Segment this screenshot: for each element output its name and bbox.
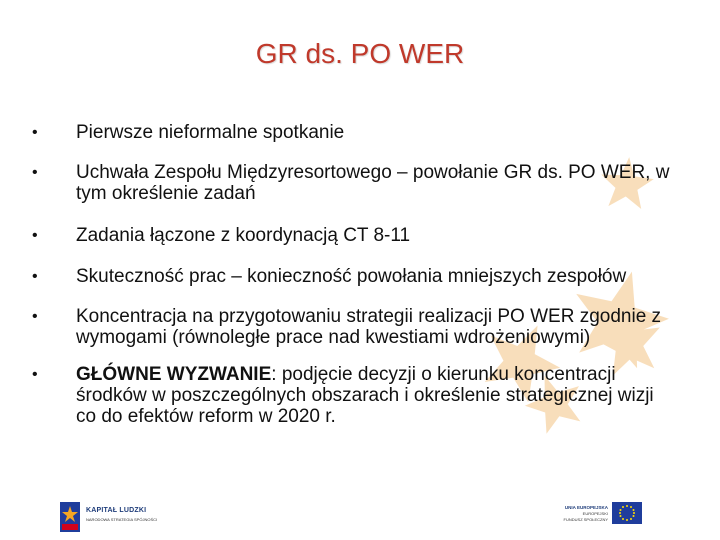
list-item	[32, 306, 672, 348]
eu-logo-text	[560, 505, 608, 523]
kapital-ludzki-title: KAPITAŁ LUDZKI	[86, 507, 147, 514]
bullet-text: Pierwsze nieformalne spotkanie	[76, 122, 345, 143]
list-item	[32, 122, 672, 143]
eu-fund-line1: EUROPEJSKI	[582, 511, 608, 516]
bullet-text: : podjęcie decyzji o kierunku koncentracji środków w poszczególnych obszarach i określenie strategicznej wizji co do efektów reform w 2020 r.	[76, 364, 654, 427]
bullet-text: Uchwała Zespołu Międzyresortowego – powołanie GR ds. PO WER, w tym określenie zadań	[76, 162, 670, 204]
bullet-icon: •	[32, 164, 38, 181]
bullet-icon: •	[32, 268, 38, 285]
bullet-icon: •	[32, 124, 38, 141]
eu-fund-line2: FUNDUSZ SPOŁECZNY	[563, 517, 608, 522]
kapital-ludzki-subtitle: NARODOWA STRATEGIA SPÓJNOŚCI	[86, 517, 158, 522]
list-item	[32, 266, 672, 287]
bullet-text: Skuteczność prac – konieczność powołania mniejszych zespołów	[76, 266, 627, 287]
list-item	[32, 364, 672, 427]
kapital-ludzki-emblem-icon	[58, 500, 82, 534]
list-item	[32, 162, 672, 204]
bullet-icon: •	[32, 308, 38, 325]
bullet-text: Koncentracja na przygotowaniu strategii realizacji PO WER zgodnie z wymogami (równoległe prace nad kwestiami wdrożeniowymi)	[76, 306, 662, 348]
eu-logo	[560, 502, 642, 532]
eu-name: UNIA EUROPEJSKA	[564, 505, 608, 510]
bullet-list	[32, 122, 672, 427]
bullet-emphasis: GŁÓWNE WYZWANIE	[76, 364, 272, 385]
kapital-ludzki-logo	[58, 500, 168, 534]
list-item	[32, 225, 672, 246]
footer	[0, 496, 720, 540]
eu-flag-icon	[612, 502, 642, 524]
bullet-icon: •	[32, 227, 38, 244]
bullet-icon: •	[32, 366, 38, 383]
bullet-text: Zadania łączone z koordynacją CT 8-11	[76, 225, 411, 246]
page-title: GR ds. PO WER	[255, 38, 465, 69]
